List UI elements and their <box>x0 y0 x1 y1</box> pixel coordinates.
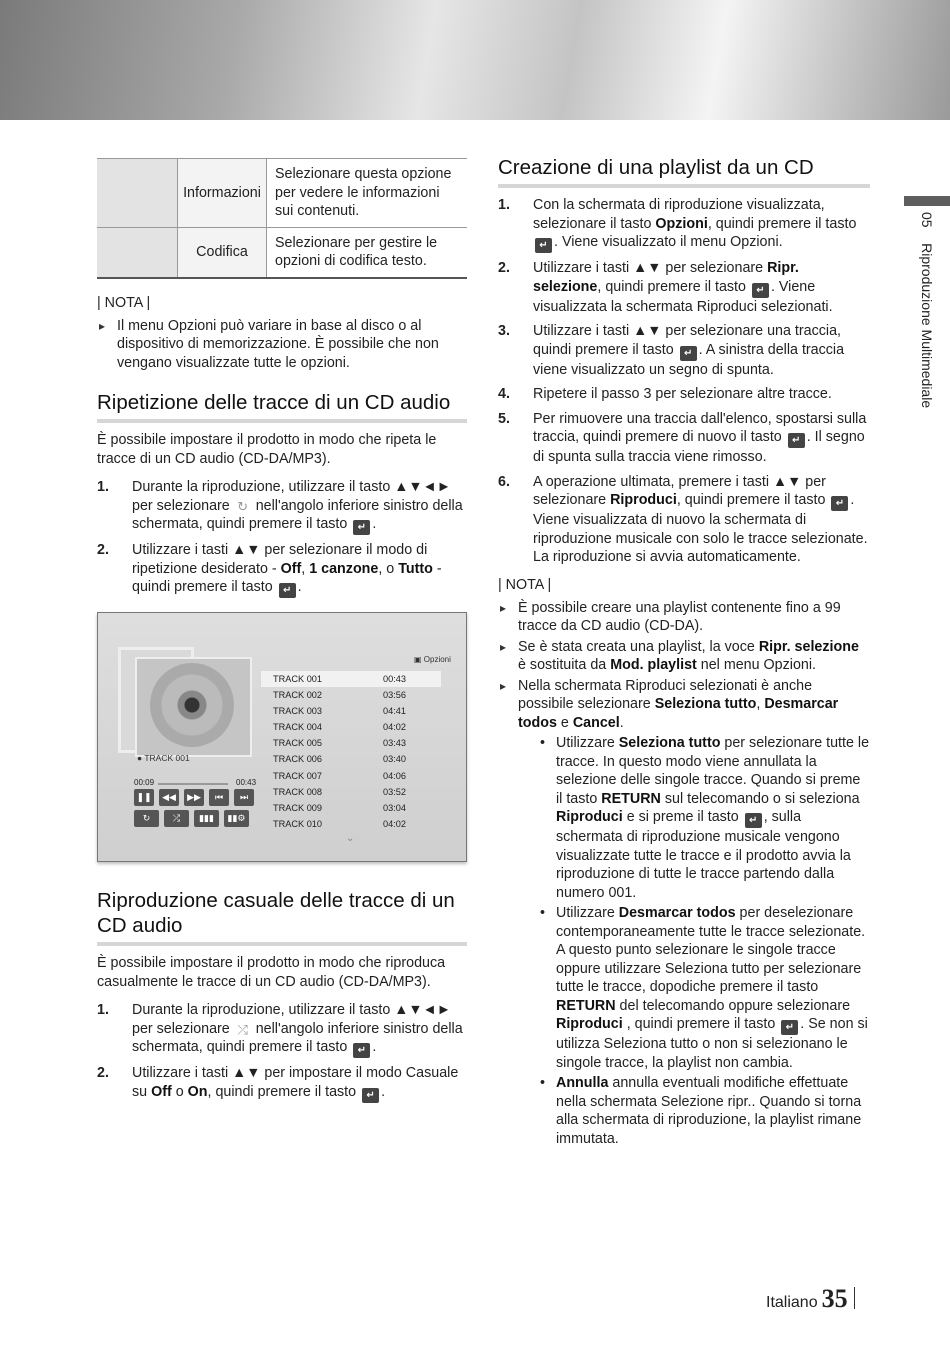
track-row[interactable]: TRACK 004 04:02 <box>273 722 406 733</box>
step: 2. Utilizzare i tasti ▲▼ per selezionare il modo di ripetizione desiderato - Off, 1 canzone, o Tutto - quindi premere il tasto ↵ . <box>97 542 442 596</box>
track-row[interactable]: TRACK 008 03:52 <box>273 786 406 797</box>
previous-icon[interactable]: ⏮ <box>209 789 229 806</box>
enter-button-icon: ↵ <box>279 583 296 598</box>
chapter-label: 05 Riproduzione Multimediale <box>919 212 935 409</box>
page-footer <box>766 1284 855 1314</box>
step: 2. Utilizzare i tasti ▲▼ per impostare il modo Casuale su Off o On, quindi premere il tasto ↵ . <box>97 1065 459 1101</box>
enter-button-icon: ↵ <box>362 1088 379 1103</box>
track-row[interactable]: TRACK 003 04:41 <box>273 706 406 717</box>
current-track: ● TRACK 001 <box>137 753 190 763</box>
note-item: ▸ Se è stata creata una playlist, la voce Ripr. selezione è sostituita da Mod. playlist nel menu Opzioni. <box>498 638 870 675</box>
step: 4. Ripetere il passo 3 per selezionare altre tracce. <box>498 386 832 402</box>
right-column <box>498 155 870 1150</box>
table-row <box>97 227 467 278</box>
option-desc: Selezionare questa opzione per vedere le informazioni sui contenuti. <box>267 159 468 228</box>
section-title-playlist: Creazione di una playlist da un CD <box>498 155 870 188</box>
repeat-steps <box>97 478 467 598</box>
pause-icon[interactable]: ❚❚ <box>134 789 154 806</box>
nota-label: | NOTA | <box>498 576 552 593</box>
total-time: 00:43 <box>236 778 257 787</box>
track-row[interactable]: TRACK 006 03:40 <box>273 754 406 765</box>
options-button[interactable]: ▣ Opzioni <box>414 655 451 664</box>
note-list <box>498 599 870 1149</box>
track-row[interactable]: TRACK 010 04:02 <box>273 818 406 829</box>
repeat-icon: ↻ <box>237 498 249 514</box>
page-number: 35 <box>821 1284 848 1313</box>
section-title-shuffle: Riproduzione casuale delle tracce di un CD audio <box>97 888 467 946</box>
step: 5. Per rimuovere una traccia dall'elenco, spostarsi sulla traccia, quindi premere di nuovo il tasto ↵ . Il segno di spunta sulla traccia viene rimosso. <box>498 410 867 465</box>
enter-button-icon: ↵ <box>831 496 848 511</box>
shuffle-intro: È possibile impostare il prodotto in modo che riproduca casualmente le tracce di un CD audio (CD-DA/MP3). <box>97 955 446 990</box>
equalizer-icon[interactable]: ▮▮▮ <box>194 810 219 827</box>
options-table <box>97 158 467 279</box>
note-item: ▸ Il menu Opzioni può variare in base al disco o al dispositivo di memorizzazione. È possibile che non vengano visualizzate tutte le opzioni. <box>97 317 467 373</box>
step: 1. Durante la riproduzione, utilizzare il tasto ▲▼◄► per selezionare ↻ nell'angolo inferiore sinistro della schermata, quindi premere il tasto ↵ . <box>97 479 463 533</box>
option-desc: Selezionare per gestire le opzioni di codifica testo. <box>267 227 468 278</box>
playlist-steps <box>498 196 870 567</box>
sub-item: • Utilizzare Desmarcar todos per deselezionare contemporaneamente tutte le tracce selezionate. A questo punto selezionare le singole tracce oppure utilizzare Seleziona tutto per selezionare tutte le tracce, dopodiche premere il tasto RETURN del telecomando oppure selezionare Riproduci , quindi premere il tasto ↵ . Se non si utilizza Seleziona tutto o non si selezionano le singole tracce, la playlist non cambia. <box>538 904 870 1072</box>
fast-forward-icon[interactable]: ▶▶ <box>184 789 204 806</box>
shuffle-icon: ⤮ <box>237 1021 248 1037</box>
enter-button-icon: ↵ <box>680 346 697 361</box>
rewind-icon[interactable]: ◀◀ <box>159 789 179 806</box>
step: 3. Utilizzare i tasti ▲▼ per selezionare una traccia, quindi premere il tasto ↵ . A sinistra della traccia viene visualizzato un segno di spunta. <box>498 323 845 378</box>
track-row[interactable]: TRACK 002 03:56 <box>273 690 406 701</box>
enter-button-icon: ↵ <box>353 1043 370 1058</box>
footer-divider <box>854 1287 855 1309</box>
step: 1. Con la schermata di riproduzione visualizzata, selezionare il tasto Opzioni, quindi premere il tasto ↵ . Viene visualizzato il menu Opzioni. <box>498 197 857 251</box>
progress-bar <box>158 783 228 785</box>
track-row[interactable]: TRACK 007 04:06 <box>273 770 406 781</box>
step: 2. Utilizzare i tasti ▲▼ per selezionare Ripr. selezione, quindi premere il tasto ↵ . Viene visualizzata la schermata Riproduci selezionati. <box>498 260 833 315</box>
sub-item: • Annulla annulla eventuali modifiche effettuate nella schermata Selezione ripr.. Quando si torna alla schermata di riproduzione, la playlist rimane immutata. <box>538 1074 870 1148</box>
section-title-repeat: Ripetizione delle tracce di un CD audio <box>97 390 467 423</box>
step: 6. A operazione ultimata, premere i tasti ▲▼ per selezionare Riproduci, quindi premere il tasto ↵ . Viene visualizzata di nuovo la schermata di riproduzione musicale con solo le tracce selezionate. La riproduzione si avvia automaticamente. <box>498 473 868 565</box>
track-row[interactable]: TRACK 005 03:43 <box>273 738 406 749</box>
enter-button-icon: ↵ <box>745 813 762 828</box>
track-list <box>261 671 441 832</box>
table-row <box>97 159 467 228</box>
enter-button-icon: ↵ <box>752 283 769 298</box>
note-list <box>97 317 467 373</box>
repeat-icon[interactable]: ↻ <box>134 810 159 827</box>
enter-button-icon: ↵ <box>353 520 370 535</box>
repeat-intro: È possibile impostare il prodotto in modo che ripeta le tracce di un CD audio (CD-DA/MP3). <box>97 432 437 467</box>
track-row[interactable]: TRACK 009 03:04 <box>273 802 406 813</box>
shuffle-icon[interactable]: ⤮ <box>164 810 189 827</box>
footer-language: Italiano <box>766 1294 818 1311</box>
track-row[interactable]: TRACK 001 00:43 <box>261 671 441 687</box>
enter-button-icon: ↵ <box>535 238 552 253</box>
sub-list <box>538 734 870 1148</box>
step: 1. Durante la riproduzione, utilizzare il tasto ▲▼◄► per selezionare ⤮ nell'angolo inferiore sinistro della schermata, quindi premere il tasto ↵ . <box>97 1002 463 1056</box>
enter-button-icon: ↵ <box>788 433 805 448</box>
next-icon[interactable]: ⏭ <box>234 789 254 806</box>
left-column <box>97 155 467 1109</box>
equalizer-settings-icon[interactable]: ▮▮⚙ <box>224 810 249 827</box>
chapter-tab <box>904 196 950 206</box>
note-item: ▸ Nella schermata Riproduci selezionati è anche possibile selezionare Seleziona tutto, Desmarcar todos e Cancel. • Utilizzare Seleziona tutto per selezionare tutte le tracce. In questo modo viene annullata la selezione delle singole tracce. Quando si preme il tasto RETURN sul telecomando o si seleziona Riproduci e si preme il tasto ↵ , sulla schermata di riproduzione musicale vengono visualizzate tutte le tracce e il prodotto avvia la riproduzione di tutte le tracce partendo dalla numero 001. • Utilizzare Desmarcar todos per deselezionare contemporaneamente tutte le tracce selezionate. A questo punto selezionare le singole tracce oppure utilizzare Seleziona tutto per selezionare tutte le tracce, dopodiche premere il tasto RETURN del telecomando oppure selezionare Riproduci , quindi premere il tasto ↵ . Se non si utilizza Seleziona tutto o non si selezionano le singole tracce, la playlist non cambia. • Annulla annulla eventuali modifiche effettuate nella schermata Selezione ripr.. Quando si torna alla schermata di riproduzione, la playlist rimane immutata. <box>498 677 870 1149</box>
option-name: Informazioni <box>178 159 267 228</box>
note-item: ▸ È possibile creare una playlist contenente fino a 99 tracce da CD audio (CD-DA). <box>498 599 870 636</box>
shuffle-steps <box>97 1001 467 1103</box>
sub-item: • Utilizzare Seleziona tutto per selezionare tutte le tracce. In questo modo viene annullata la selezione delle singole tracce. Quando si preme il tasto RETURN sul telecomando o si seleziona Riproduci e si preme il tasto ↵ , sulla schermata di riproduzione musicale vengono visualizzate tutte le tracce e il prodotto avvia la riproduzione di tutte le tracce partendo dalla numero 001. <box>538 734 870 902</box>
header-band <box>0 0 950 120</box>
chevron-down-icon[interactable]: ⌄ <box>346 833 355 844</box>
cd-disc-icon <box>150 663 234 747</box>
option-name: Codifica <box>178 227 267 278</box>
elapsed-time: 00:09 <box>134 778 155 787</box>
player-screenshot <box>97 612 467 862</box>
enter-button-icon: ↵ <box>781 1020 798 1035</box>
nota-label: | NOTA | <box>97 294 151 311</box>
